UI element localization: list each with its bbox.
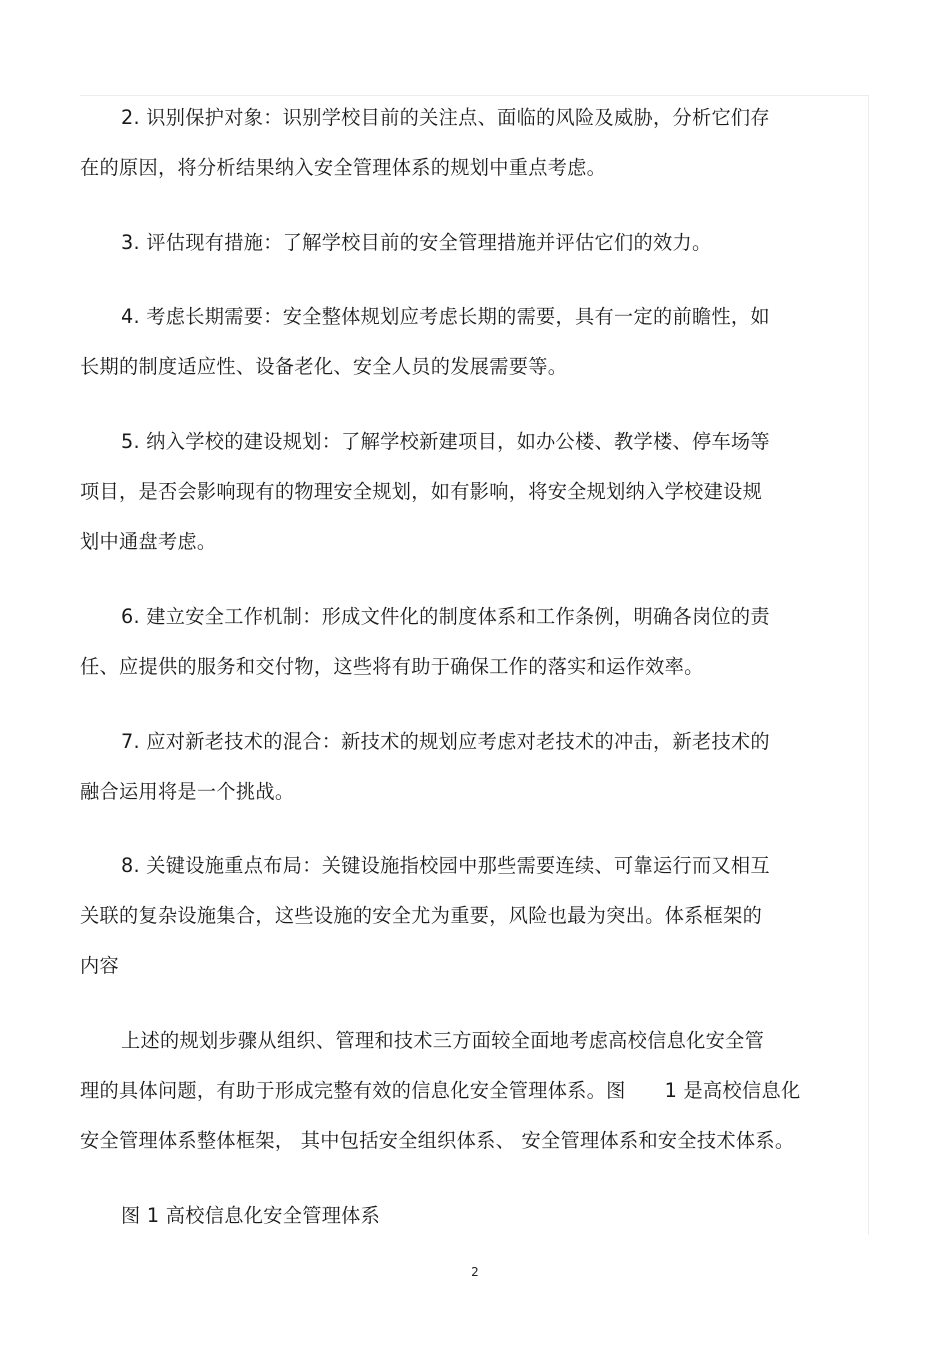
- paragraph-6-line-1: 6. 建立安全工作机制：形成文件化的制度体系和工作条例，明确各岗位的责: [121, 605, 770, 628]
- summary-line-3: 安全管理体系整体框架， 其中包括安全组织体系、 安全管理体系和安全技术体系。: [80, 1129, 795, 1152]
- paragraph-8-line-3: 内容: [80, 954, 119, 977]
- page-number: 2: [471, 1265, 479, 1279]
- paragraph-7-line-2: 融合运用将是一个挑战。: [80, 780, 295, 803]
- paragraph-2-line-1: 2. 识别保护对象：识别学校目前的关注点、面临的风险及威胁，分析它们存: [121, 106, 770, 129]
- paragraph-6-line-2: 任、应提供的服务和交付物，这些将有助于确保工作的落实和运作效率。: [80, 655, 704, 678]
- paragraph-8-line-2: 关联的复杂设施集合，这些设施的安全尤为重要，风险也最为突出。体系框架的: [80, 904, 763, 927]
- paragraph-2-line-2: 在的原因，将分析结果纳入安全管理体系的规划中重点考虑。: [80, 156, 607, 179]
- paragraph-5-line-3: 划中通盘考虑。: [80, 530, 217, 553]
- figure-caption: 图 1 高校信息化安全管理体系: [121, 1204, 381, 1227]
- summary-line-2: 理的具体问题，有助于形成完整有效的信息化安全管理体系。图 1 是高校信息化: [80, 1079, 801, 1102]
- paragraph-5-line-1: 5. 纳入学校的建设规划：了解学校新建项目，如办公楼、教学楼、停车场等: [121, 430, 770, 453]
- paragraph-4-line-2: 长期的制度适应性、设备老化、安全人员的发展需要等。: [80, 355, 568, 378]
- paragraph-3-line-1: 3. 评估现有措施：了解学校目前的安全管理措施并评估它们的效力。: [121, 231, 712, 254]
- paragraph-5-line-2: 项目，是否会影响现有的物理安全规划，如有影响，将安全规划纳入学校建设规: [80, 480, 763, 503]
- paragraph-8-line-1: 8. 关键设施重点布局：关键设施指校园中那些需要连续、可靠运行而又相互: [121, 854, 770, 877]
- summary-line-1: 上述的规划步骤从组织、管理和技术三方面较全面地考虑高校信息化安全管: [121, 1029, 765, 1052]
- paragraph-4-line-1: 4. 考虑长期需要：安全整体规划应考虑长期的需要，具有一定的前瞻性，如: [121, 305, 770, 328]
- paragraph-7-line-1: 7. 应对新老技术的混合：新技术的规划应考虑对老技术的冲击，新老技术的: [121, 730, 770, 753]
